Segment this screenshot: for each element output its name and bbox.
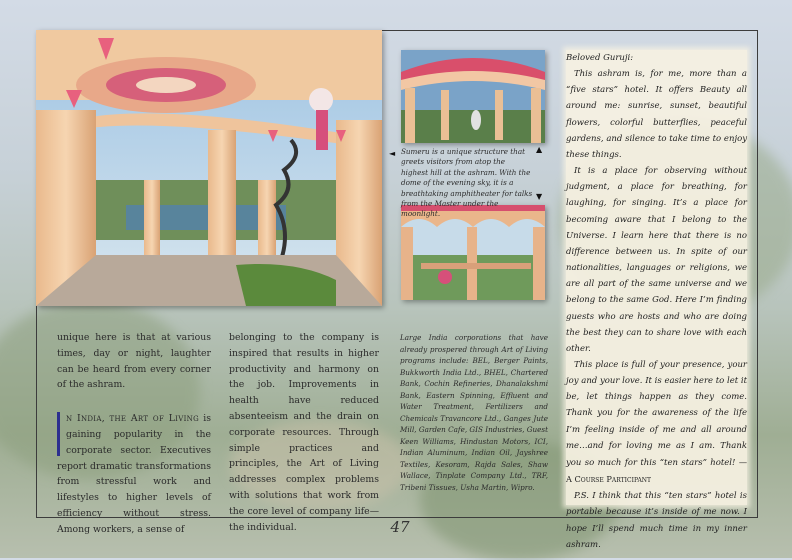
photo-caption: Sumeru is a unique structure that greets visitors from atop the highest hill at the ashram. With the dome of the evening sky, it is a breathtaking amphitheater for talks from the Master under the moonlight. xyxy=(401,147,533,219)
dropcap-lead: n India, the Art of Living xyxy=(66,413,199,425)
letter-paragraph-text: This place is full of your presence, your joy and your love. It is easier here to let it be, let things happen as they come. Thank you for the awareness of the life I’m feeling inside of me and all around me…and for loving me as I am. Thank you so much for this “ten stars” hotel! xyxy=(566,359,747,468)
companies-list: Large India corporations that have already prospered through Art of Living programs include: BEL, Berger Paints, Bukkworth India Ltd., BHEL, Chartered Bank, Cochin Refineries, Dhanalakshmi Bank, Eastern Spinning, Effluent and Water Treatment, Fertilizers and Chemicals Travancore Ltd., Ganges Jute Mill, Garden Cafe, GIS Industries, Guest Keen Williams, Hindustan Motors, ICI, Indian Aluminum, Indian Oil, Jayshree Textiles, Kesoram, Rajda Sales, Shaw Wallace, Tinplate Company Ltd., TRF, Tribeni Tissues, Usha Martin, Wipro. xyxy=(400,333,548,492)
testimonial-letter xyxy=(566,50,747,550)
body-column-middle: belonging to the company is inspired that results in higher productivity and harmony on the job. Improvements in health have reduced absenteeism and the drain on corporate resources. Through simple practices and principles, the Art of Living addresses complex problems with solutions that work from the core level of company life—the individual. xyxy=(229,332,379,533)
body-paragraph xyxy=(57,411,211,537)
arrow-down-icon: ▼ xyxy=(536,192,543,201)
letter-salutation: Beloved Guruji: xyxy=(566,53,634,63)
page-number: 47 xyxy=(390,518,410,536)
body-column-left xyxy=(57,330,211,538)
letter-signature: — A Course Participant xyxy=(566,456,747,485)
pavilion-photo xyxy=(36,30,382,306)
body-paragraph: unique here is that at various times, day or night, laughter can be heard from every corner of the ashram. xyxy=(57,332,211,391)
letter-paragraph: It is a place for observing without judgment, a place for breathing, for laughing, for singing. It’s a place for becoming aware that I belong to the Universe. I learn here that there is no difference between us. In spite of our nationalities, languages or religions, we are all part of the same universe and we belong to the same God. Here I’m finding guests who are hosts and who are doing the best they can to share love with each other. xyxy=(566,166,747,354)
dropcap-bar xyxy=(57,412,60,456)
letter-paragraph: This ashram is, for me, more than a “five stars” hotel. It offers Beauty all around me: sunrise, sunset, beautiful flowers, colorful butterflies, peaceful gardens, and silence to take time to enjoy these things. xyxy=(566,69,747,160)
arrow-up-icon: ▲ xyxy=(536,145,543,154)
letter-postscript: P.S. I think that this “ten stars” hotel is portable because it’s inside of me now. I hope I’ll spend much time in my inner ashram. xyxy=(566,491,747,550)
sumeru-photo xyxy=(401,50,545,143)
body-paragraph-text: is gaining popularity in the corporate sector. Executives report dramatic transformations from stressful work and lifestyles to higher levels of efficiency without stress. Among workers, a sense of xyxy=(57,413,212,535)
arrow-left-icon: ◄ xyxy=(389,149,396,158)
letter-paragraph xyxy=(566,357,747,488)
